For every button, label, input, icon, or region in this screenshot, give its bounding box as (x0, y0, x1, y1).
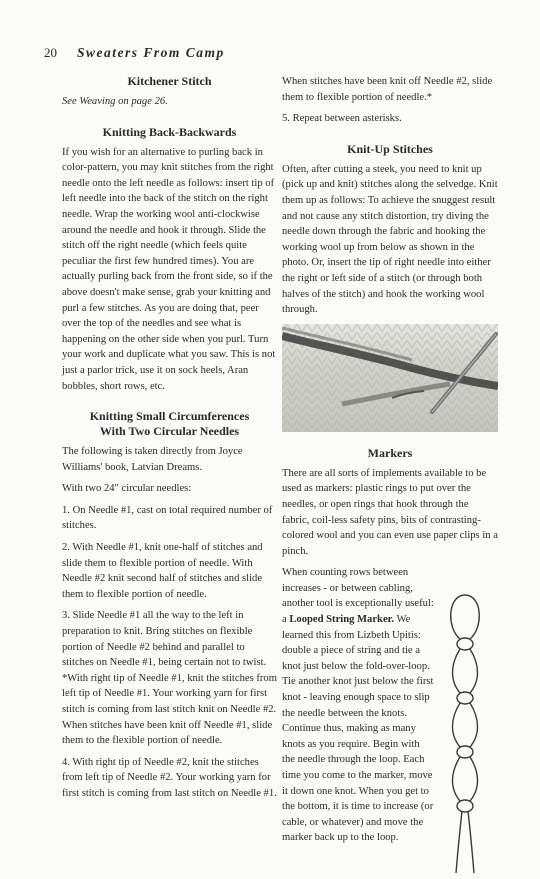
kitchener-cross-reference: See Weaving on page 26. (62, 96, 168, 107)
knit-up-stitches-body: Often, after cutting a steek, you need to knit up (pick up and knit) stitches along the selvedge. Knit them up as follows: To achieve the snuggest result and not cause any stitch distortion, try diving the needle down through the fabric and hooking the working wool up from below as shown in the photo. Or, insert the tip of right needle into either the right or left side of a stitch (or through both halves of the stitch) and hook the working wool through. (282, 163, 498, 316)
knit-up-stitches-heading: Knit-Up Stitches (347, 141, 433, 156)
step-2: 2. With Needle #1, knit one-half of stitches and slide them to flexible portion of needle. With Needle #2 knit second half of stitches and slide them to flexible portion of needle. (62, 542, 263, 600)
small-circumferences-heading-line2: With Two Circular Needles (99, 424, 240, 439)
step-5: 5. Repeat between asterisks. (282, 113, 402, 125)
knit-up-photo-graphic (282, 324, 498, 432)
looped-string-marker-section (282, 565, 498, 846)
step-4: 4. With right tip of Needle #2, knit the stitches from left tip of Needle #2. Your working yarn for first stitch is coming from last stitch on Needle #1. (62, 756, 277, 799)
small-circumferences-intro: The following is taken directly from Joyce Williams' book, Latvian Dreams. (62, 446, 243, 473)
page-number: 20 (44, 45, 57, 60)
markers-heading: Markers (367, 445, 413, 460)
step-1: 1. On Needle #1, cast on total required number of stitches. (62, 504, 273, 532)
page-header (44, 45, 225, 63)
needles-requirement: With two 24" circular needles: (62, 483, 192, 495)
right-column (282, 74, 498, 852)
small-circumferences-heading (62, 409, 277, 439)
step-4-continued: When stitches have been knit off Needle #2, slide them to flexible portion of needle.* (282, 76, 493, 103)
knit-up-photo (282, 324, 498, 432)
looped-string-rest: We learned this from Lizbeth Upitis: double a piece of string and tie a knot just below the fold-over-loop. Tie another knot just below the first knot - leaving enough space to slip the needle between the knots. Continue thus, making as many knots as you require. Begin with the needle through the loop. Each time you come to the marker, move it down one knot. When you get to the bottom, it is time to increase (or cable, or whatever) and move the marker back up to the loop. (282, 614, 434, 844)
back-backwards-heading: Knitting Back-Backwards (102, 124, 237, 139)
looped-string-marker-illustration (438, 589, 492, 879)
kitchener-stitch-heading: Kitchener Stitch (127, 74, 212, 88)
back-backwards-body: If you wish for an alternative to purling back in color-pattern, you may knit stitches from the right needle onto the left needle as follows: insert tip of left needle into the back of the stitch on the right needle. Wrap the working wool anti-clockwise around the needle and hook it through. Slide the stitch off the right needle (which feels quite peculiar the first few hundred times). You are actually purling back from the front side, so if the above doesn't make sense, grab your knitting and purl a few stitches. As you are doing that, peer over the top of the needles and see what is happening on the other side when you purl. Turn your work and duplicate what you saw. This is not just a parlor trick, use it on sock heels, Aran bobbles, short rows, etc. (62, 146, 276, 392)
left-column (62, 74, 277, 808)
running-title: Sweaters From Camp (77, 45, 225, 60)
small-circumferences-heading-line1: Knitting Small Circumferences (89, 409, 250, 424)
looped-string-marker-term: Looped String Marker. (289, 614, 395, 626)
step-3: 3. Slide Needle #1 all the way to the left in preparation to knit. Bring stitches on flexible portion of Needle #2 behind and parallel to stitches on Needle #1, being certain not to twist. *With right tip of Needle #1, knit the stitches from left tip of Needle #1. Your working yarn for first stitch is coming from last stitch knit on Needle #2. When stitches have been knit off Needle #1, slide them to the flexible portion of needle. (62, 610, 277, 747)
markers-body: There are all sorts of implements available to be used as markers: plastic rings to put over the needles, or open rings that hook through the fabric, coil-less safety pins, bits of contrasting-colored wool and you can even use paper clips in a pinch. (282, 467, 498, 557)
looped-string-lead: When counting rows between increases - or between cabling, another tool is exceptionally useful: a (282, 567, 434, 626)
